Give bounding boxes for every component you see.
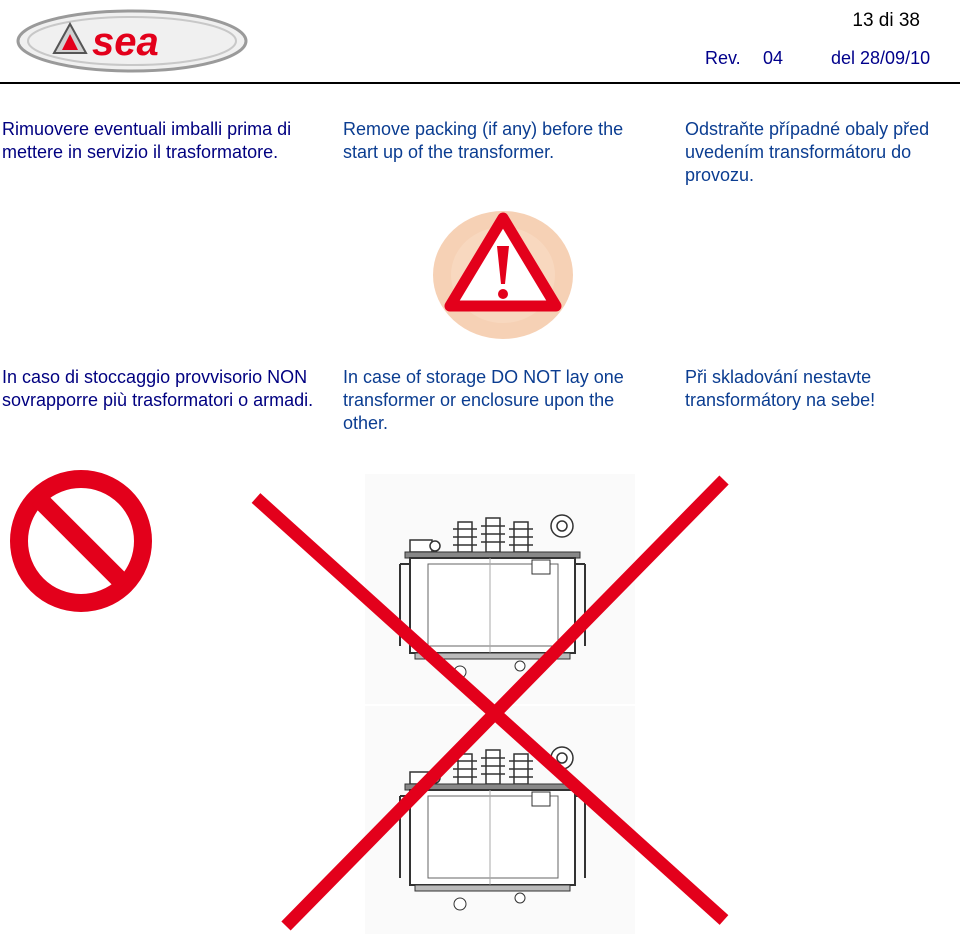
revision-label: Rev. xyxy=(705,48,741,68)
page-number: 13 di 38 xyxy=(852,10,920,31)
no-entry-icon xyxy=(8,468,154,614)
warning-triangle-icon xyxy=(428,206,578,344)
text-cz-storage: Při skladování nestavte transformátory na sebe! xyxy=(685,367,876,410)
header-divider xyxy=(0,82,960,84)
text-it-storage: In caso di stoccaggio provvisorio NON sovrapporre più trasformatori o armadi. xyxy=(2,367,314,410)
revision-number: 04 xyxy=(763,48,784,68)
text-it-remove-packing: Rimuovere eventuali imballi prima di mettere in servizio il trasformatore. xyxy=(2,119,292,162)
text-en-storage: In case of storage DO NOT lay one transformer or enclosure upon the other. xyxy=(343,367,624,433)
text-cz-remove-packing: Odstraňte případné obaly před uvedením transformátoru do provozu. xyxy=(685,119,930,185)
sea-logo xyxy=(14,6,250,76)
svg-text:sea: sea xyxy=(92,20,159,64)
revision-date: del 28/09/10 xyxy=(831,48,931,68)
stacked-transformers-drawing xyxy=(250,474,730,934)
text-en-remove-packing: Remove packing (if any) before the start up of the transformer. xyxy=(343,119,624,162)
